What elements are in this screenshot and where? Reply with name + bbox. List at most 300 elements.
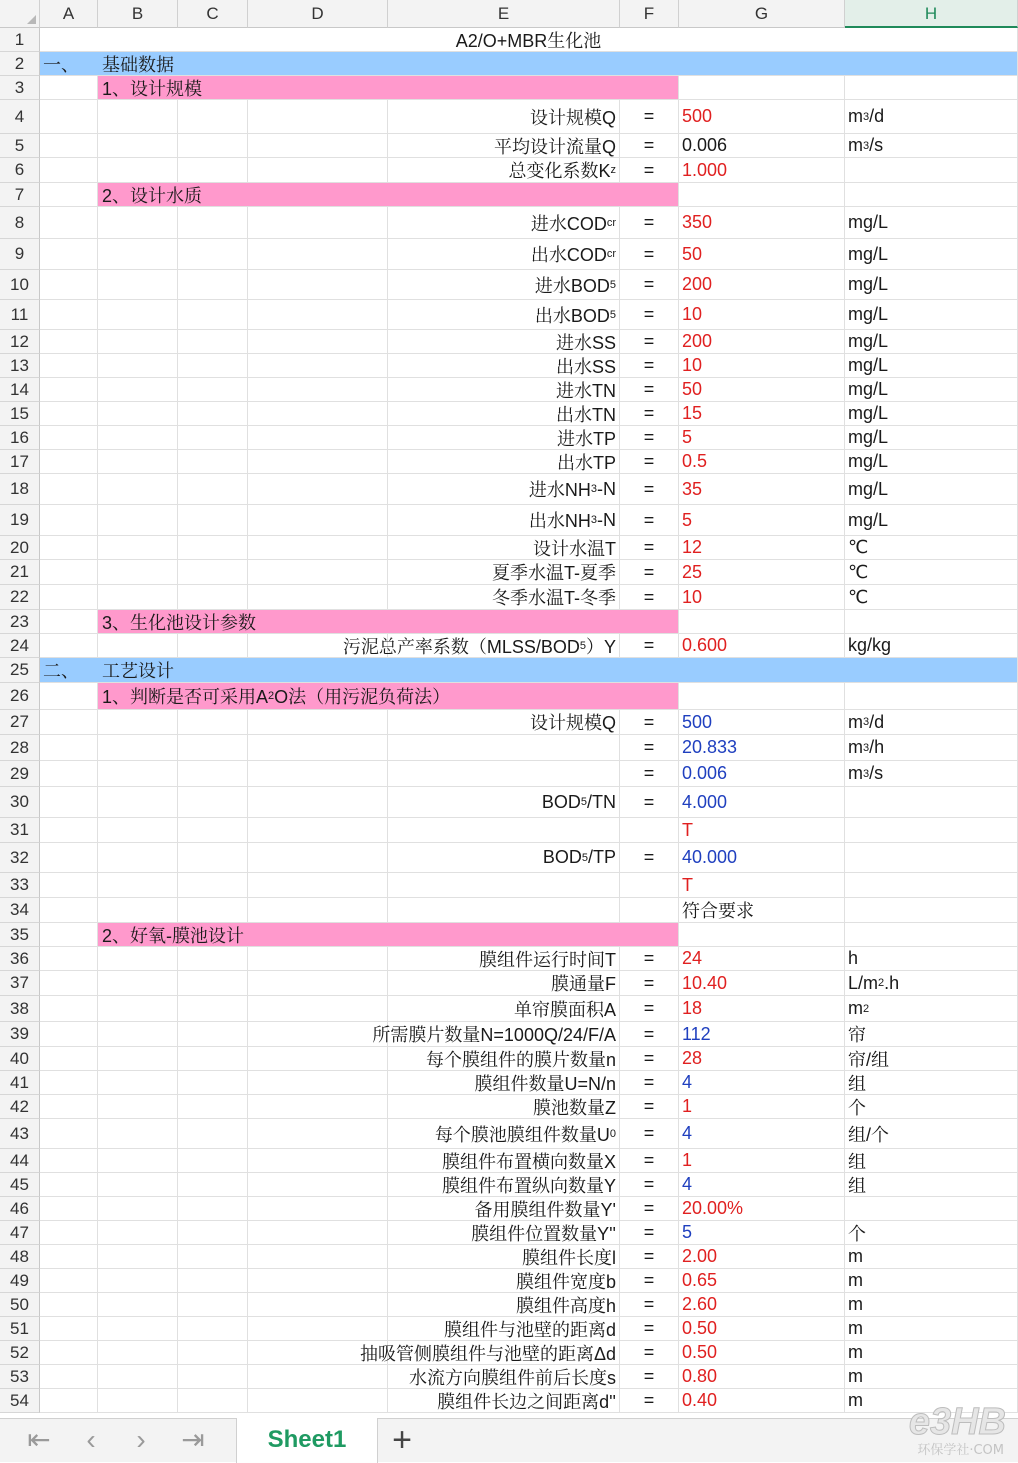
- column-header-b[interactable]: B: [98, 0, 178, 28]
- row-header[interactable]: 53: [0, 1365, 40, 1389]
- row-header[interactable]: 38: [0, 996, 40, 1022]
- value-cell[interactable]: 10: [679, 300, 845, 330]
- cell-b[interactable]: [98, 1095, 178, 1119]
- cell-a[interactable]: [40, 354, 98, 378]
- value-cell[interactable]: 350: [679, 207, 845, 239]
- unit-cell[interactable]: kg/kg: [845, 634, 1018, 658]
- unit-cell[interactable]: [845, 898, 1018, 923]
- cell-c[interactable]: [178, 1119, 248, 1149]
- row-header[interactable]: 36: [0, 947, 40, 971]
- parameter-label-cell[interactable]: 设计规模Q: [388, 100, 620, 134]
- value-cell[interactable]: 50: [679, 239, 845, 270]
- row-header[interactable]: 41: [0, 1071, 40, 1095]
- parameter-label-cell[interactable]: 膜组件宽度b: [388, 1269, 620, 1293]
- cell-a[interactable]: [40, 1149, 98, 1173]
- cell-d[interactable]: [248, 1095, 388, 1119]
- cell-h[interactable]: [845, 76, 1018, 100]
- cell-d[interactable]: [248, 1119, 388, 1149]
- unit-cell[interactable]: mg/L: [845, 330, 1018, 354]
- subsection-title-cell[interactable]: 1、判断是否可采用A 2 O法（用污泥负荷法）: [98, 683, 679, 710]
- value-cell[interactable]: 0.006: [679, 761, 845, 787]
- section-number-cell[interactable]: 一、: [40, 52, 98, 76]
- parameter-label-cell[interactable]: 进水TP: [388, 426, 620, 450]
- row-header[interactable]: 31: [0, 818, 40, 843]
- value-cell[interactable]: 0.600: [679, 634, 845, 658]
- row-header[interactable]: 21: [0, 560, 40, 585]
- value-cell[interactable]: 20.00%: [679, 1197, 845, 1221]
- cell-d[interactable]: [248, 818, 388, 843]
- cell-b[interactable]: [98, 1341, 178, 1365]
- row-header[interactable]: 5: [0, 134, 40, 158]
- next-sheet-icon[interactable]: ›: [136, 1424, 146, 1455]
- cell-d[interactable]: [248, 100, 388, 134]
- row-header[interactable]: 54: [0, 1389, 40, 1413]
- equals-cell[interactable]: =: [620, 1095, 679, 1119]
- equals-cell[interactable]: =: [620, 1293, 679, 1317]
- parameter-label-cell[interactable]: 污泥总产率系数（MLSS/BOD 5 ）Y: [248, 634, 620, 658]
- unit-cell[interactable]: ℃: [845, 585, 1018, 610]
- cell-b[interactable]: [98, 378, 178, 402]
- cell-b[interactable]: [98, 1269, 178, 1293]
- cell-b[interactable]: [98, 1221, 178, 1245]
- cell-a[interactable]: [40, 1173, 98, 1197]
- parameter-label-cell[interactable]: [388, 761, 620, 787]
- cell-c[interactable]: [178, 710, 248, 735]
- row-header[interactable]: 33: [0, 873, 40, 898]
- equals-cell[interactable]: =: [620, 1365, 679, 1389]
- row-header[interactable]: 10: [0, 270, 40, 300]
- cell-d[interactable]: [248, 971, 388, 996]
- first-sheet-icon[interactable]: ⇤: [27, 1424, 51, 1455]
- parameter-label-cell[interactable]: BOD 5 /TP: [388, 843, 620, 873]
- cell-d[interactable]: [248, 1149, 388, 1173]
- parameter-label-cell[interactable]: 膜组件高度h: [388, 1293, 620, 1317]
- unit-cell[interactable]: L/m 2 .h: [845, 971, 1018, 996]
- parameter-label-cell[interactable]: 膜组件数量U=N/n: [388, 1071, 620, 1095]
- cell-c[interactable]: [178, 947, 248, 971]
- parameter-label-cell[interactable]: 膜池数量Z: [388, 1095, 620, 1119]
- parameter-label-cell[interactable]: BOD 5 /TN: [388, 787, 620, 818]
- cell-b[interactable]: [98, 634, 178, 658]
- row-header[interactable]: 40: [0, 1047, 40, 1071]
- row-header[interactable]: 35: [0, 923, 40, 947]
- last-sheet-icon[interactable]: ⇥: [181, 1424, 205, 1455]
- column-header-a[interactable]: A: [40, 0, 98, 28]
- equals-cell[interactable]: =: [620, 354, 679, 378]
- row-header[interactable]: 23: [0, 610, 40, 634]
- value-cell[interactable]: 50: [679, 378, 845, 402]
- value-cell[interactable]: 25: [679, 560, 845, 585]
- cell-a[interactable]: [40, 1095, 98, 1119]
- cell-d[interactable]: [248, 536, 388, 560]
- cell-b[interactable]: [98, 787, 178, 818]
- cell-c[interactable]: [178, 1149, 248, 1173]
- cell-d[interactable]: [248, 134, 388, 158]
- row-header[interactable]: 44: [0, 1149, 40, 1173]
- cell-a[interactable]: [40, 100, 98, 134]
- cell-b[interactable]: [98, 330, 178, 354]
- row-header[interactable]: 45: [0, 1173, 40, 1197]
- parameter-label-cell[interactable]: 进水SS: [388, 330, 620, 354]
- cell-g[interactable]: [679, 610, 845, 634]
- cell-c[interactable]: [178, 1341, 248, 1365]
- cell-b[interactable]: [98, 134, 178, 158]
- parameter-label-cell[interactable]: [388, 873, 620, 898]
- parameter-label-cell[interactable]: 设计规模Q: [388, 710, 620, 735]
- sheet-tab-sheet1[interactable]: Sheet1: [236, 1418, 378, 1463]
- column-header-c[interactable]: C: [178, 0, 248, 28]
- row-header[interactable]: 1: [0, 28, 40, 52]
- equals-cell[interactable]: =: [620, 474, 679, 505]
- equals-cell[interactable]: =: [620, 1197, 679, 1221]
- column-header-d[interactable]: D: [248, 0, 388, 28]
- row-header[interactable]: 18: [0, 474, 40, 505]
- cell-a[interactable]: [40, 207, 98, 239]
- cell-a[interactable]: [40, 1071, 98, 1095]
- row-header[interactable]: 51: [0, 1317, 40, 1341]
- cell-c[interactable]: [178, 505, 248, 536]
- cell-b[interactable]: [98, 239, 178, 270]
- cell-b[interactable]: [98, 1071, 178, 1095]
- value-cell[interactable]: 0.5: [679, 450, 845, 474]
- unit-cell[interactable]: m: [845, 1245, 1018, 1269]
- cell-c[interactable]: [178, 426, 248, 450]
- unit-cell[interactable]: 个: [845, 1221, 1018, 1245]
- value-cell[interactable]: 112: [679, 1022, 845, 1047]
- row-header[interactable]: 27: [0, 710, 40, 735]
- cell-a[interactable]: [40, 270, 98, 300]
- unit-cell[interactable]: ℃: [845, 536, 1018, 560]
- cell-d[interactable]: [248, 270, 388, 300]
- unit-cell[interactable]: h: [845, 947, 1018, 971]
- unit-cell[interactable]: [845, 158, 1018, 183]
- unit-cell[interactable]: mg/L: [845, 270, 1018, 300]
- column-header-g[interactable]: G: [679, 0, 845, 28]
- cell-d[interactable]: [248, 1269, 388, 1293]
- equals-cell[interactable]: =: [620, 585, 679, 610]
- equals-cell[interactable]: =: [620, 1245, 679, 1269]
- cell-d[interactable]: [248, 996, 388, 1022]
- parameter-label-cell[interactable]: 抽吸管侧膜组件与池壁的距离Δd: [248, 1341, 620, 1365]
- cell-d[interactable]: [248, 1071, 388, 1095]
- cell-b[interactable]: [98, 426, 178, 450]
- prev-sheet-icon[interactable]: ‹: [86, 1424, 96, 1455]
- parameter-label-cell[interactable]: 膜组件与池壁的距离d: [388, 1317, 620, 1341]
- section-number-cell[interactable]: 二、: [40, 658, 98, 683]
- cell-a[interactable]: [40, 787, 98, 818]
- cell-d[interactable]: [248, 239, 388, 270]
- cell-b[interactable]: [98, 710, 178, 735]
- parameter-label-cell[interactable]: 出水BOD 5: [388, 300, 620, 330]
- value-cell[interactable]: 18: [679, 996, 845, 1022]
- row-header[interactable]: 19: [0, 505, 40, 536]
- cell-c[interactable]: [178, 474, 248, 505]
- cell-a[interactable]: [40, 610, 98, 634]
- cell-g[interactable]: [679, 76, 845, 100]
- row-header[interactable]: 39: [0, 1022, 40, 1047]
- cell-b[interactable]: [98, 996, 178, 1022]
- parameter-label-cell[interactable]: 平均设计流量Q: [388, 134, 620, 158]
- parameter-label-cell[interactable]: 备用膜组件数量Y': [388, 1197, 620, 1221]
- equals-cell[interactable]: =: [620, 426, 679, 450]
- row-header[interactable]: 15: [0, 402, 40, 426]
- cell-b[interactable]: [98, 1389, 178, 1413]
- unit-cell[interactable]: [845, 873, 1018, 898]
- equals-cell[interactable]: =: [620, 761, 679, 787]
- cell-c[interactable]: [178, 450, 248, 474]
- parameter-label-cell[interactable]: 出水TP: [388, 450, 620, 474]
- value-cell[interactable]: 0.006: [679, 134, 845, 158]
- cell-b[interactable]: [98, 1149, 178, 1173]
- parameter-label-cell[interactable]: [388, 818, 620, 843]
- row-header[interactable]: 12: [0, 330, 40, 354]
- cell-d[interactable]: [248, 1173, 388, 1197]
- value-cell[interactable]: 10: [679, 585, 845, 610]
- row-header[interactable]: 7: [0, 183, 40, 207]
- equals-cell[interactable]: =: [620, 787, 679, 818]
- cell-a[interactable]: [40, 1197, 98, 1221]
- parameter-label-cell[interactable]: 设计水温T: [388, 536, 620, 560]
- parameter-label-cell[interactable]: 所需膜片数量N=1000Q/24/F/A: [248, 1022, 620, 1047]
- cell-c[interactable]: [178, 1389, 248, 1413]
- cell-c[interactable]: [178, 787, 248, 818]
- parameter-label-cell[interactable]: 冬季水温T-冬季: [388, 585, 620, 610]
- value-cell[interactable]: 0.50: [679, 1317, 845, 1341]
- cell-d[interactable]: [248, 1365, 388, 1389]
- unit-cell[interactable]: m: [845, 1269, 1018, 1293]
- cell-d[interactable]: [248, 1389, 388, 1413]
- cell-c[interactable]: [178, 330, 248, 354]
- value-cell[interactable]: 5: [679, 505, 845, 536]
- column-header-e[interactable]: E: [388, 0, 620, 28]
- equals-cell[interactable]: =: [620, 735, 679, 761]
- value-cell[interactable]: 500: [679, 710, 845, 735]
- cell-d[interactable]: [248, 1293, 388, 1317]
- row-header[interactable]: 2: [0, 52, 40, 76]
- cell-d[interactable]: [248, 158, 388, 183]
- equals-cell[interactable]: [620, 898, 679, 923]
- cell-c[interactable]: [178, 134, 248, 158]
- cell-a[interactable]: [40, 1293, 98, 1317]
- row-header[interactable]: 42: [0, 1095, 40, 1119]
- cell-h[interactable]: [845, 610, 1018, 634]
- cell-c[interactable]: [178, 1221, 248, 1245]
- unit-cell[interactable]: [845, 818, 1018, 843]
- cell-b[interactable]: [98, 1119, 178, 1149]
- value-cell[interactable]: 24: [679, 947, 845, 971]
- cell-a[interactable]: [40, 947, 98, 971]
- unit-cell[interactable]: mg/L: [845, 354, 1018, 378]
- equals-cell[interactable]: =: [620, 505, 679, 536]
- value-cell[interactable]: 4: [679, 1173, 845, 1197]
- cell-c[interactable]: [178, 239, 248, 270]
- cell-d[interactable]: [248, 873, 388, 898]
- cell-c[interactable]: [178, 818, 248, 843]
- unit-cell[interactable]: m 3 /d: [845, 710, 1018, 735]
- parameter-label-cell[interactable]: [388, 735, 620, 761]
- value-cell[interactable]: 10.40: [679, 971, 845, 996]
- cell-c[interactable]: [178, 354, 248, 378]
- value-cell[interactable]: 35: [679, 474, 845, 505]
- row-header[interactable]: 24: [0, 634, 40, 658]
- row-header[interactable]: 32: [0, 843, 40, 873]
- unit-cell[interactable]: m: [845, 1389, 1018, 1413]
- equals-cell[interactable]: =: [620, 1341, 679, 1365]
- value-cell[interactable]: 0.80: [679, 1365, 845, 1389]
- cell-b[interactable]: [98, 474, 178, 505]
- cell-c[interactable]: [178, 1071, 248, 1095]
- cell-d[interactable]: [248, 426, 388, 450]
- cell-d[interactable]: [248, 1197, 388, 1221]
- cell-c[interactable]: [178, 300, 248, 330]
- value-cell[interactable]: 28: [679, 1047, 845, 1071]
- unit-cell[interactable]: m 3 /h: [845, 735, 1018, 761]
- value-cell[interactable]: 1: [679, 1095, 845, 1119]
- unit-cell[interactable]: 组/个: [845, 1119, 1018, 1149]
- cell-a[interactable]: [40, 474, 98, 505]
- value-cell[interactable]: 15: [679, 402, 845, 426]
- cell-a[interactable]: [40, 1317, 98, 1341]
- unit-cell[interactable]: mg/L: [845, 426, 1018, 450]
- cell-a[interactable]: [40, 1389, 98, 1413]
- value-cell[interactable]: 5: [679, 1221, 845, 1245]
- parameter-label-cell[interactable]: 水流方向膜组件前后长度s: [388, 1365, 620, 1389]
- value-cell[interactable]: 40.000: [679, 843, 845, 873]
- cell-b[interactable]: [98, 207, 178, 239]
- value-cell[interactable]: 5: [679, 426, 845, 450]
- cell-d[interactable]: [248, 761, 388, 787]
- equals-cell[interactable]: =: [620, 1269, 679, 1293]
- cell-d[interactable]: [248, 1317, 388, 1341]
- equals-cell[interactable]: =: [620, 1173, 679, 1197]
- row-header[interactable]: 30: [0, 787, 40, 818]
- cell-c[interactable]: [178, 378, 248, 402]
- cell-c[interactable]: [178, 536, 248, 560]
- cell-d[interactable]: [248, 947, 388, 971]
- cell-d[interactable]: [248, 505, 388, 536]
- row-header[interactable]: 37: [0, 971, 40, 996]
- row-header[interactable]: 9: [0, 239, 40, 270]
- cell-c[interactable]: [178, 843, 248, 873]
- cell-a[interactable]: [40, 134, 98, 158]
- cell-a[interactable]: [40, 898, 98, 923]
- cell-b[interactable]: [98, 1317, 178, 1341]
- cell-b[interactable]: [98, 761, 178, 787]
- cell-b[interactable]: [98, 1365, 178, 1389]
- equals-cell[interactable]: =: [620, 158, 679, 183]
- subsection-title-cell[interactable]: 2、好氧-膜池设计: [98, 923, 679, 947]
- parameter-label-cell[interactable]: 夏季水温T-夏季: [388, 560, 620, 585]
- row-header[interactable]: 46: [0, 1197, 40, 1221]
- cell-d[interactable]: [248, 1221, 388, 1245]
- equals-cell[interactable]: =: [620, 378, 679, 402]
- equals-cell[interactable]: =: [620, 270, 679, 300]
- cell-a[interactable]: [40, 761, 98, 787]
- cell-a[interactable]: [40, 450, 98, 474]
- unit-cell[interactable]: 组: [845, 1071, 1018, 1095]
- cell-b[interactable]: [98, 898, 178, 923]
- cell-a[interactable]: [40, 76, 98, 100]
- cell-c[interactable]: [178, 1293, 248, 1317]
- cell-b[interactable]: [98, 947, 178, 971]
- select-all-corner[interactable]: [0, 0, 40, 28]
- cell-c[interactable]: [178, 1269, 248, 1293]
- value-cell[interactable]: 12: [679, 536, 845, 560]
- cell-a[interactable]: [40, 923, 98, 947]
- cell-c[interactable]: [178, 1365, 248, 1389]
- unit-cell[interactable]: 组: [845, 1173, 1018, 1197]
- row-header[interactable]: 22: [0, 585, 40, 610]
- parameter-label-cell[interactable]: 出水COD cr: [388, 239, 620, 270]
- cell-d[interactable]: [248, 1245, 388, 1269]
- equals-cell[interactable]: =: [620, 1047, 679, 1071]
- unit-cell[interactable]: m 3 /d: [845, 100, 1018, 134]
- value-cell[interactable]: 2.60: [679, 1293, 845, 1317]
- unit-cell[interactable]: 个: [845, 1095, 1018, 1119]
- unit-cell[interactable]: mg/L: [845, 505, 1018, 536]
- cell-c[interactable]: [178, 1022, 248, 1047]
- equals-cell[interactable]: =: [620, 450, 679, 474]
- cell-b[interactable]: [98, 354, 178, 378]
- cell-c[interactable]: [178, 158, 248, 183]
- unit-cell[interactable]: m: [845, 1317, 1018, 1341]
- cell-b[interactable]: [98, 1197, 178, 1221]
- cell-c[interactable]: [178, 402, 248, 426]
- cell-d[interactable]: [248, 207, 388, 239]
- cell-g[interactable]: [679, 183, 845, 207]
- unit-cell[interactable]: mg/L: [845, 207, 1018, 239]
- column-header-h[interactable]: H: [845, 0, 1018, 28]
- cell-a[interactable]: [40, 1365, 98, 1389]
- parameter-label-cell[interactable]: 进水BOD 5: [388, 270, 620, 300]
- value-cell[interactable]: 4.000: [679, 787, 845, 818]
- cell-b[interactable]: [98, 536, 178, 560]
- cell-a[interactable]: [40, 560, 98, 585]
- value-cell[interactable]: 20.833: [679, 735, 845, 761]
- cell-a[interactable]: [40, 971, 98, 996]
- cell-d[interactable]: [248, 330, 388, 354]
- parameter-label-cell[interactable]: 膜组件长度l: [388, 1245, 620, 1269]
- unit-cell[interactable]: m: [845, 1341, 1018, 1365]
- cell-g[interactable]: [679, 923, 845, 947]
- cell-d[interactable]: [248, 585, 388, 610]
- equals-cell[interactable]: =: [620, 1071, 679, 1095]
- cell-b[interactable]: [98, 1245, 178, 1269]
- unit-cell[interactable]: 帘: [845, 1022, 1018, 1047]
- parameter-label-cell[interactable]: 膜组件布置纵向数量Y: [388, 1173, 620, 1197]
- value-cell[interactable]: 10: [679, 354, 845, 378]
- unit-cell[interactable]: mg/L: [845, 300, 1018, 330]
- equals-cell[interactable]: =: [620, 634, 679, 658]
- value-cell[interactable]: 0.40: [679, 1389, 845, 1413]
- cell-d[interactable]: [248, 354, 388, 378]
- cell-b[interactable]: [98, 1047, 178, 1071]
- cell-a[interactable]: [40, 1022, 98, 1047]
- row-header[interactable]: 47: [0, 1221, 40, 1245]
- unit-cell[interactable]: m: [845, 1365, 1018, 1389]
- cell-b[interactable]: [98, 735, 178, 761]
- cell-a[interactable]: [40, 996, 98, 1022]
- equals-cell[interactable]: =: [620, 843, 679, 873]
- parameter-label-cell[interactable]: 总变化系数K z: [388, 158, 620, 183]
- row-header[interactable]: 3: [0, 76, 40, 100]
- equals-cell[interactable]: =: [620, 207, 679, 239]
- cell-a[interactable]: [40, 505, 98, 536]
- value-cell[interactable]: 4: [679, 1071, 845, 1095]
- value-cell[interactable]: 1: [679, 1149, 845, 1173]
- unit-cell[interactable]: mg/L: [845, 474, 1018, 505]
- cell-d[interactable]: [248, 735, 388, 761]
